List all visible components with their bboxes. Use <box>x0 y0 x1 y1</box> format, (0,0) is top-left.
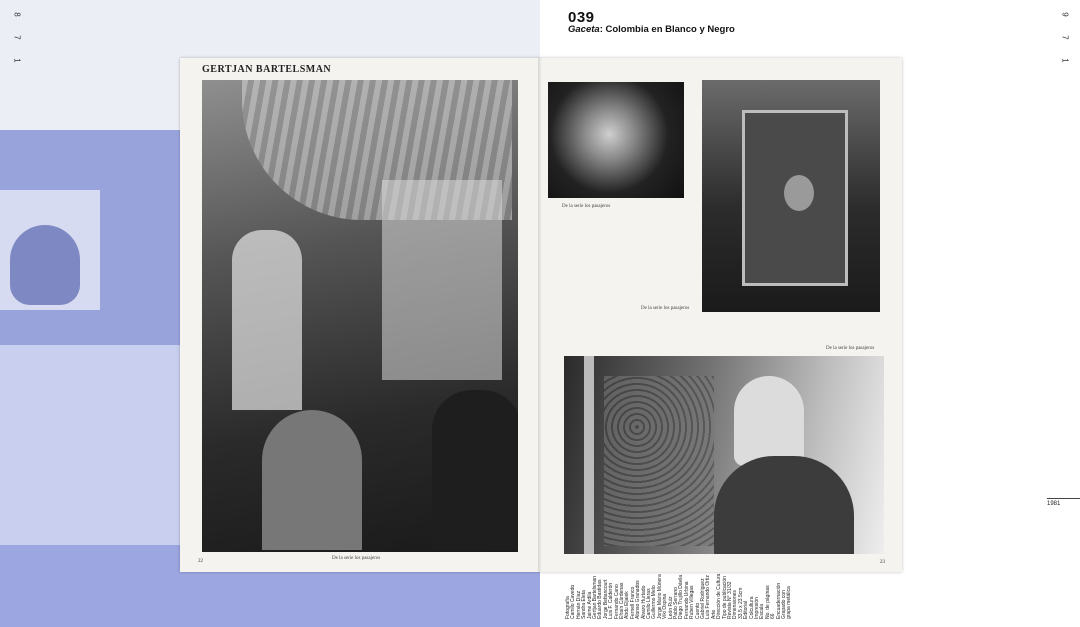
credit-line: Diego Trujillo Dávila <box>678 574 685 619</box>
credit-line: Gabriel Rodríguez <box>700 578 706 619</box>
entry-title-rest: : Colombia en Blanco y Negro <box>599 24 735 35</box>
credit-heading: Fotografía <box>565 596 571 619</box>
standing-passenger-shape <box>232 230 302 410</box>
credit-line: Gertjan Bartelsman <box>592 575 598 619</box>
passenger-face-shape <box>10 225 80 305</box>
credit-heading: Encuadernación <box>775 582 782 619</box>
credit-line: Viki Ospina <box>662 593 669 619</box>
right-digit: 7 <box>1060 35 1070 40</box>
headscarf-shape <box>734 376 804 466</box>
credit-line: Guillermo Melo <box>651 585 658 619</box>
credit-heading: Dimensiones <box>732 590 739 619</box>
page-number-right: 23 <box>880 560 885 565</box>
left-digit: 8 <box>12 12 22 17</box>
credit-line: 33.5 x 23.5cm <box>737 587 744 619</box>
credit-line: Escala <box>759 603 766 619</box>
credit-line: León Ruiz <box>667 596 674 619</box>
credit-line: Ruben Villegas <box>689 585 696 619</box>
right-digit: 1 <box>1060 58 1070 63</box>
wall-texture-shape <box>604 376 714 546</box>
credit-line: grapa metálica <box>786 586 793 619</box>
credit-heading: Editorial <box>743 600 750 619</box>
year-label: 1981 <box>1047 501 1061 507</box>
magazine-spread <box>180 58 902 572</box>
left-side-digits <box>12 10 22 79</box>
credit-line: Abdu Eljaiek <box>624 591 631 619</box>
credit-line: Pablo Serrano <box>673 587 679 619</box>
passenger-face-shape <box>784 175 814 211</box>
credit-line: Luis F. Calderón <box>608 582 615 619</box>
foreground-passenger-shape <box>432 390 518 550</box>
spread-gutter <box>538 58 542 572</box>
bottom-right-photo <box>564 356 884 554</box>
credit-line: Álvaro Hurtado <box>640 585 647 619</box>
main-photo <box>202 80 518 552</box>
credit-heading: Arte <box>710 609 717 619</box>
year-rule <box>1047 498 1080 499</box>
top-right-large-photo <box>702 80 880 312</box>
credit-line: Fernando Urbina <box>683 581 690 619</box>
top-right-large-caption: De la serie los pasajeros <box>641 306 690 311</box>
credit-line: Eduardo Bastidas <box>597 579 604 619</box>
credit-line: Sandra Eleta <box>581 590 588 619</box>
credit-line: Fernell Franco <box>629 586 636 619</box>
credit-line: Jorge Bettancourt <box>602 579 609 619</box>
credit-line: Fernando Cano <box>613 584 620 619</box>
bottom-right-caption: De la serie los pasajeros <box>826 346 875 351</box>
seated-passenger-shape <box>262 410 362 550</box>
credit-heading: Tipo de publicación <box>721 576 728 619</box>
credit-line: 66 <box>770 613 777 619</box>
credit-heading: Cuento <box>694 602 701 619</box>
credit-line: Alonso Granados <box>635 580 642 619</box>
bus-pole-shape <box>584 356 594 554</box>
credit-line: Hernán Díaz <box>575 590 582 619</box>
left-digit: 1 <box>12 58 22 63</box>
credit-line: Revista N° 31/32 <box>727 581 733 619</box>
top-right-small-photo <box>548 82 684 198</box>
credit-line: Grapado con <box>781 590 787 619</box>
entry-title <box>568 24 735 35</box>
credit-line: Dirección de Cultura <box>716 573 723 619</box>
left-digit: 7 <box>12 35 22 40</box>
window-light-shape <box>382 180 502 380</box>
credit-line: Camilo Cavedo <box>570 584 577 619</box>
entry-title-italic: Gaceta <box>568 24 600 35</box>
credit-line: Luis Fernando Ortiz <box>705 575 712 619</box>
main-photo-caption: De la serie los pasajeros <box>332 556 381 561</box>
credit-line: Efraín Cárdenas <box>619 582 625 619</box>
right-side-digits <box>1060 10 1070 79</box>
credit-line: Jorge Mario Múnera <box>656 574 663 619</box>
entry-number: 039 <box>568 9 595 26</box>
credit-line: Jaime Ardila <box>586 591 593 619</box>
top-right-small-caption: De la serie los pasajeros <box>562 204 611 209</box>
page-number-left: 22 <box>198 559 203 564</box>
credit-line: Camilo Lleras <box>646 588 652 619</box>
credit-heading: Impresión <box>754 597 760 619</box>
photographer-name: GERTJAN BARTELSMAN <box>202 64 332 75</box>
woman-body-shape <box>714 456 854 554</box>
credit-heading: No. de páginas <box>764 585 771 619</box>
right-digit: 9 <box>1060 12 1070 17</box>
credit-line: Colcultura <box>748 596 755 619</box>
